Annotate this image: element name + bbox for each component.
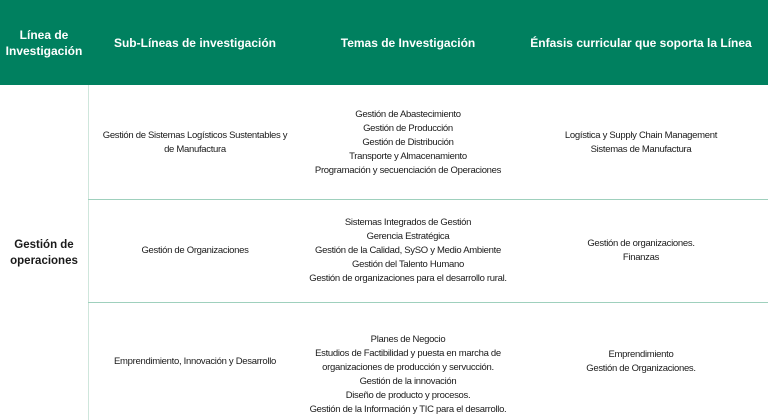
linea-cell: Gestión de operaciones xyxy=(10,238,78,267)
sublinea-cell: Gestión de Organizaciones xyxy=(141,245,249,256)
table-row xyxy=(88,200,768,302)
table-header xyxy=(0,0,768,85)
temas-cell: Planes de Negocio Estudios de Factibilidad y puesta en marcha de organizaciones de producción y servucción. Gestión de la innovación Diseño de producto y procesos. Gestión de la Información y TIC para el desarrollo. xyxy=(309,333,507,415)
sublinea-cell: Gestión de Sistemas Logísticos Sustentables y de Manufactura xyxy=(102,129,288,155)
table-row xyxy=(88,303,768,420)
sublinea-cell: Emprendimiento, Innovación y Desarrollo xyxy=(113,355,277,367)
header-linea: Línea de Investigación xyxy=(5,27,83,58)
enfasis-cell: Logística y Supply Chain Management Sistemas de Manufactura xyxy=(564,129,718,155)
header-sublineas: Sub-Líneas de investigación xyxy=(113,35,277,50)
temas-cell: Gestión de Abastecimiento Gestión de Producción Gestión de Distribución Transporte y Almacenamiento Programación y secuenciación de Operaciones xyxy=(314,108,502,176)
enfasis-cell: Gestión de organizaciones. Finanzas xyxy=(587,238,695,263)
temas-cell: Sistemas Integrados de Gestión Gerencia Estratégica Gestión de la Calidad, SySO y Medio Ambiente Gestión del Talento Humano Gestión de organizaciones para el desarrollo rural. xyxy=(309,217,507,284)
enfasis-cell: Emprendimiento Gestión de Organizaciones. xyxy=(586,348,696,374)
header-temas: Temas de Investigación xyxy=(340,35,476,50)
header-enfasis: Énfasis curricular que soporta la Línea xyxy=(530,35,752,50)
table-row xyxy=(88,85,768,200)
